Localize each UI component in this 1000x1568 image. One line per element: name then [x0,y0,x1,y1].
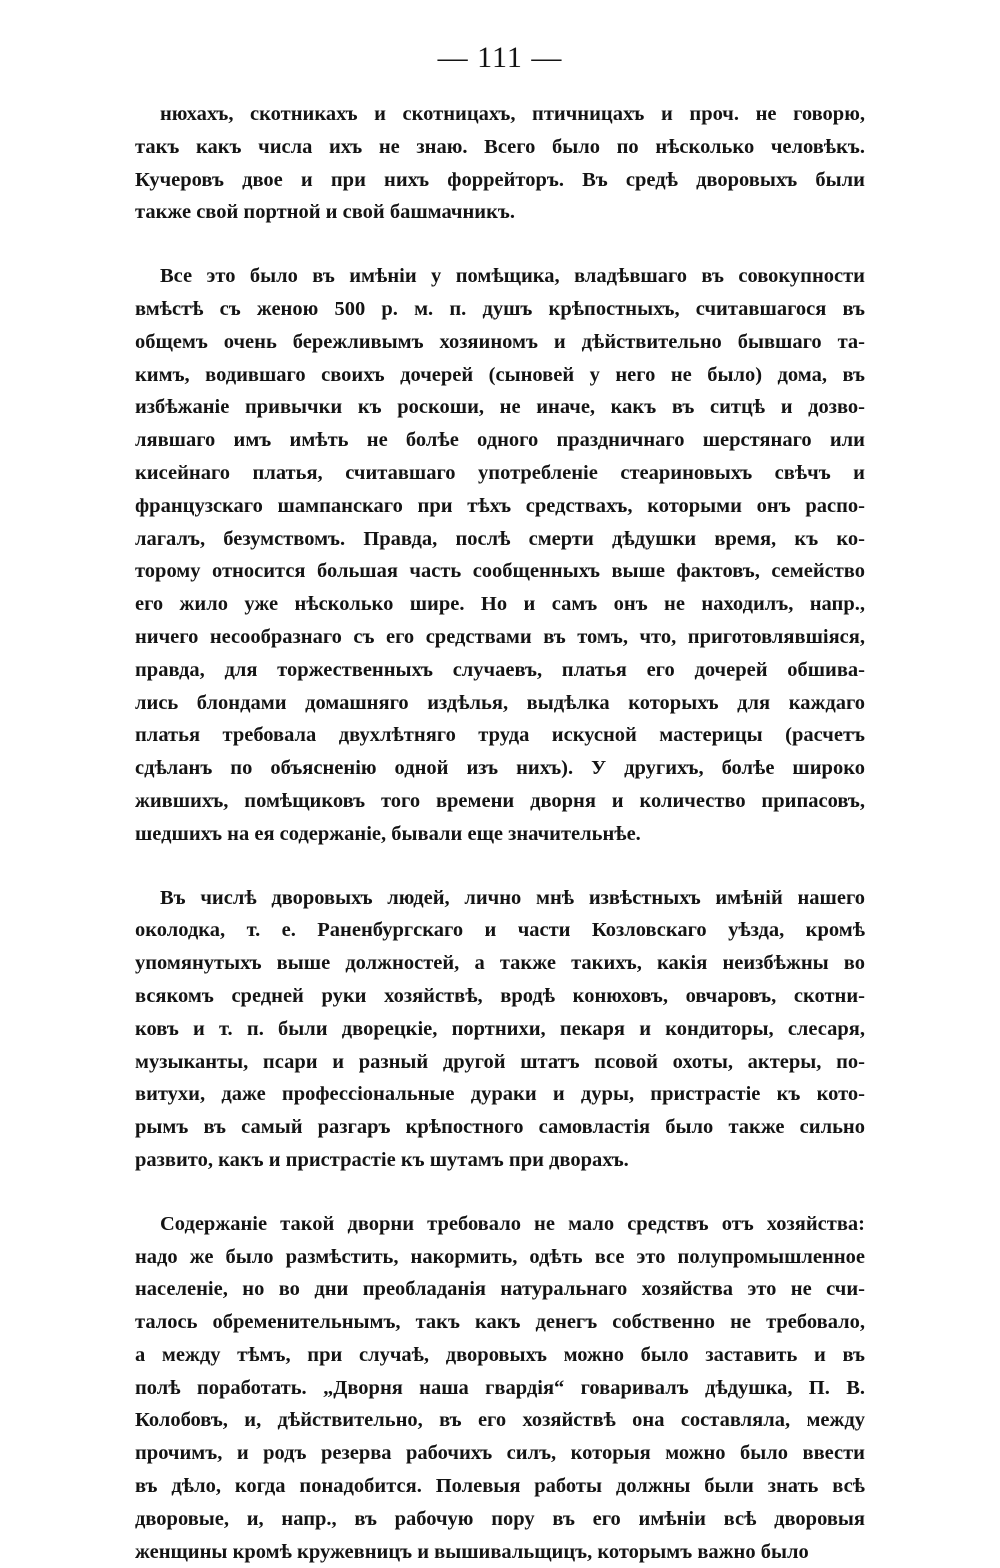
paragraph [135,882,865,1177]
text-line: торому относится большая часть сообщенныхъ выше фактовъ, семейство [135,560,865,583]
text-line: дворовые, и, напр., въ рабочую пору въ его имѣніи всѣ дворовыя [135,1507,865,1530]
page-number: — 111 — [437,41,563,74]
paragraph [135,98,865,229]
text-line: музыканты, псари и разный другой штатъ псовой охоты, актеры, по- [135,1050,865,1073]
text-line: вмѣстѣ съ женою 500 р. м. п. душъ крѣпостныхъ, считавшагося въ [135,297,865,320]
body-text [135,98,865,1568]
text-line: Содержаніе такой дворни требовало не мало средствъ отъ хозяйства: [160,1212,865,1235]
text-line: талось обременительнымъ, такъ какъ денегъ собственно не требовало, [135,1311,865,1334]
text-line: жившихъ, помѣщиковъ того времени дворня и количество припасовъ, [135,789,865,812]
text-line: правда, для торжественныхъ случаевъ, платья его дочерей обшива- [135,658,865,681]
text-line: кисейнаго платья, считавшаго употребленіе стеариновыхъ свѣчъ и [135,461,865,484]
text-line: женщины кромѣ кружевницъ и вышивальщицъ, которымъ важно было [135,1540,809,1563]
text-line: витухи, даже профессіональные дураки и дуры, пристрастіе къ кото- [135,1083,865,1106]
text-line: ковъ и т. п. были дворецкіе, портнихи, пекаря и кондиторы, слесаря, [135,1017,865,1040]
text-line: населеніе, но во дни преобладанія натуральнаго хозяйства это не счи- [135,1278,865,1301]
text-line: лагалъ, безумствомъ. Правда, послѣ смерти дѣдушки время, къ ко- [135,527,865,550]
text-line: развито, какъ и пристрастіе къ шутамъ при дворахъ. [135,1148,629,1171]
paragraph [135,260,865,850]
text-line: Колобовъ, и, дѣйствительно, въ его хозяйствѣ она составляла, между [135,1409,865,1432]
text-line: его жило уже нѣсколько шире. Но и самъ онъ не находилъ, напр., [135,593,865,616]
text-line: общемъ очень бережливымъ хозяиномъ и дѣйствительно бывшаго та- [135,330,865,353]
text-line: кимъ, водившаго своихъ дочерей (сыновей у него не было) дома, въ [135,363,865,386]
text-line: прочимъ, и родъ резерва рабочихъ силъ, которыя можно было ввести [135,1442,865,1465]
text-line: упомянутыхъ выше должностей, а также такихъ, какія неизбѣжны во [135,952,865,975]
text-line: Въ числѣ дворовыхъ людей, лично мнѣ извѣстныхъ имѣній нашего [160,886,865,909]
text-line: околодка, т. е. Раненбургскаго и части Козловскаго уѣзда, кромѣ [135,919,865,942]
paragraph [135,1208,865,1568]
text-line: также свой портной и свой башмачникъ. [135,201,515,224]
text-line: надо же было размѣстить, накормить, одѣть все это полупромышленное [135,1245,865,1268]
text-line: избѣжаніе привычки къ роскоши, не иначе, какъ въ ситцѣ и дозво- [135,396,865,419]
text-line: Все это было въ имѣніи у помѣщика, владѣвшаго въ совокупности [160,265,865,288]
text-line: въ дѣло, когда понадобится. Полевыя работы должны были знать всѣ [135,1475,865,1498]
text-line: всякомъ средней руки хозяйствѣ, вродѣ конюховъ, овчаровъ, скотни- [135,984,865,1007]
text-line: сдѣланъ по объясненію одной изъ нихъ). У другихъ, болѣе широко [135,757,865,780]
text-line: такъ какъ числа ихъ не знаю. Всего было по нѣсколько человѣкъ. [135,135,865,158]
text-line: платья требовала двухлѣтняго труда искусной мастерицы (расчетъ [135,724,865,747]
text-line: французскаго шампанскаго при тѣхъ средствахъ, которыми онъ распо- [135,494,865,517]
text-line: лявшаго имъ имѣть не болѣе одного праздничнаго шерстянаго или [135,429,865,452]
text-line: шедшихъ на ея содержаніе, бывали еще значительнѣе. [135,822,641,845]
text-line: полѣ поработать. „Дворня наша гвардія“ говаривалъ дѣдушка, П. В. [135,1376,865,1399]
text-line: ничего несообразнаго съ его средствами въ томъ, что, приготовлявшіяся, [135,625,865,648]
text-line: нюхахъ, скотникахъ и скотницахъ, птичницахъ и проч. не говорю, [160,103,865,125]
text-line: а между тѣмъ, при случаѣ, дворовыхъ можно было заставить и въ [135,1343,865,1366]
text-line: рымъ въ самый разгаръ крѣпостного самовластія было также сильно [135,1116,865,1139]
text-line: Кучеровъ двое и при нихъ форрейторъ. Въ средѣ дворовыхъ были [135,168,865,191]
text-line: лись блондами домашняго издѣлья, выдѣлка которыхъ для каждаго [135,691,865,714]
